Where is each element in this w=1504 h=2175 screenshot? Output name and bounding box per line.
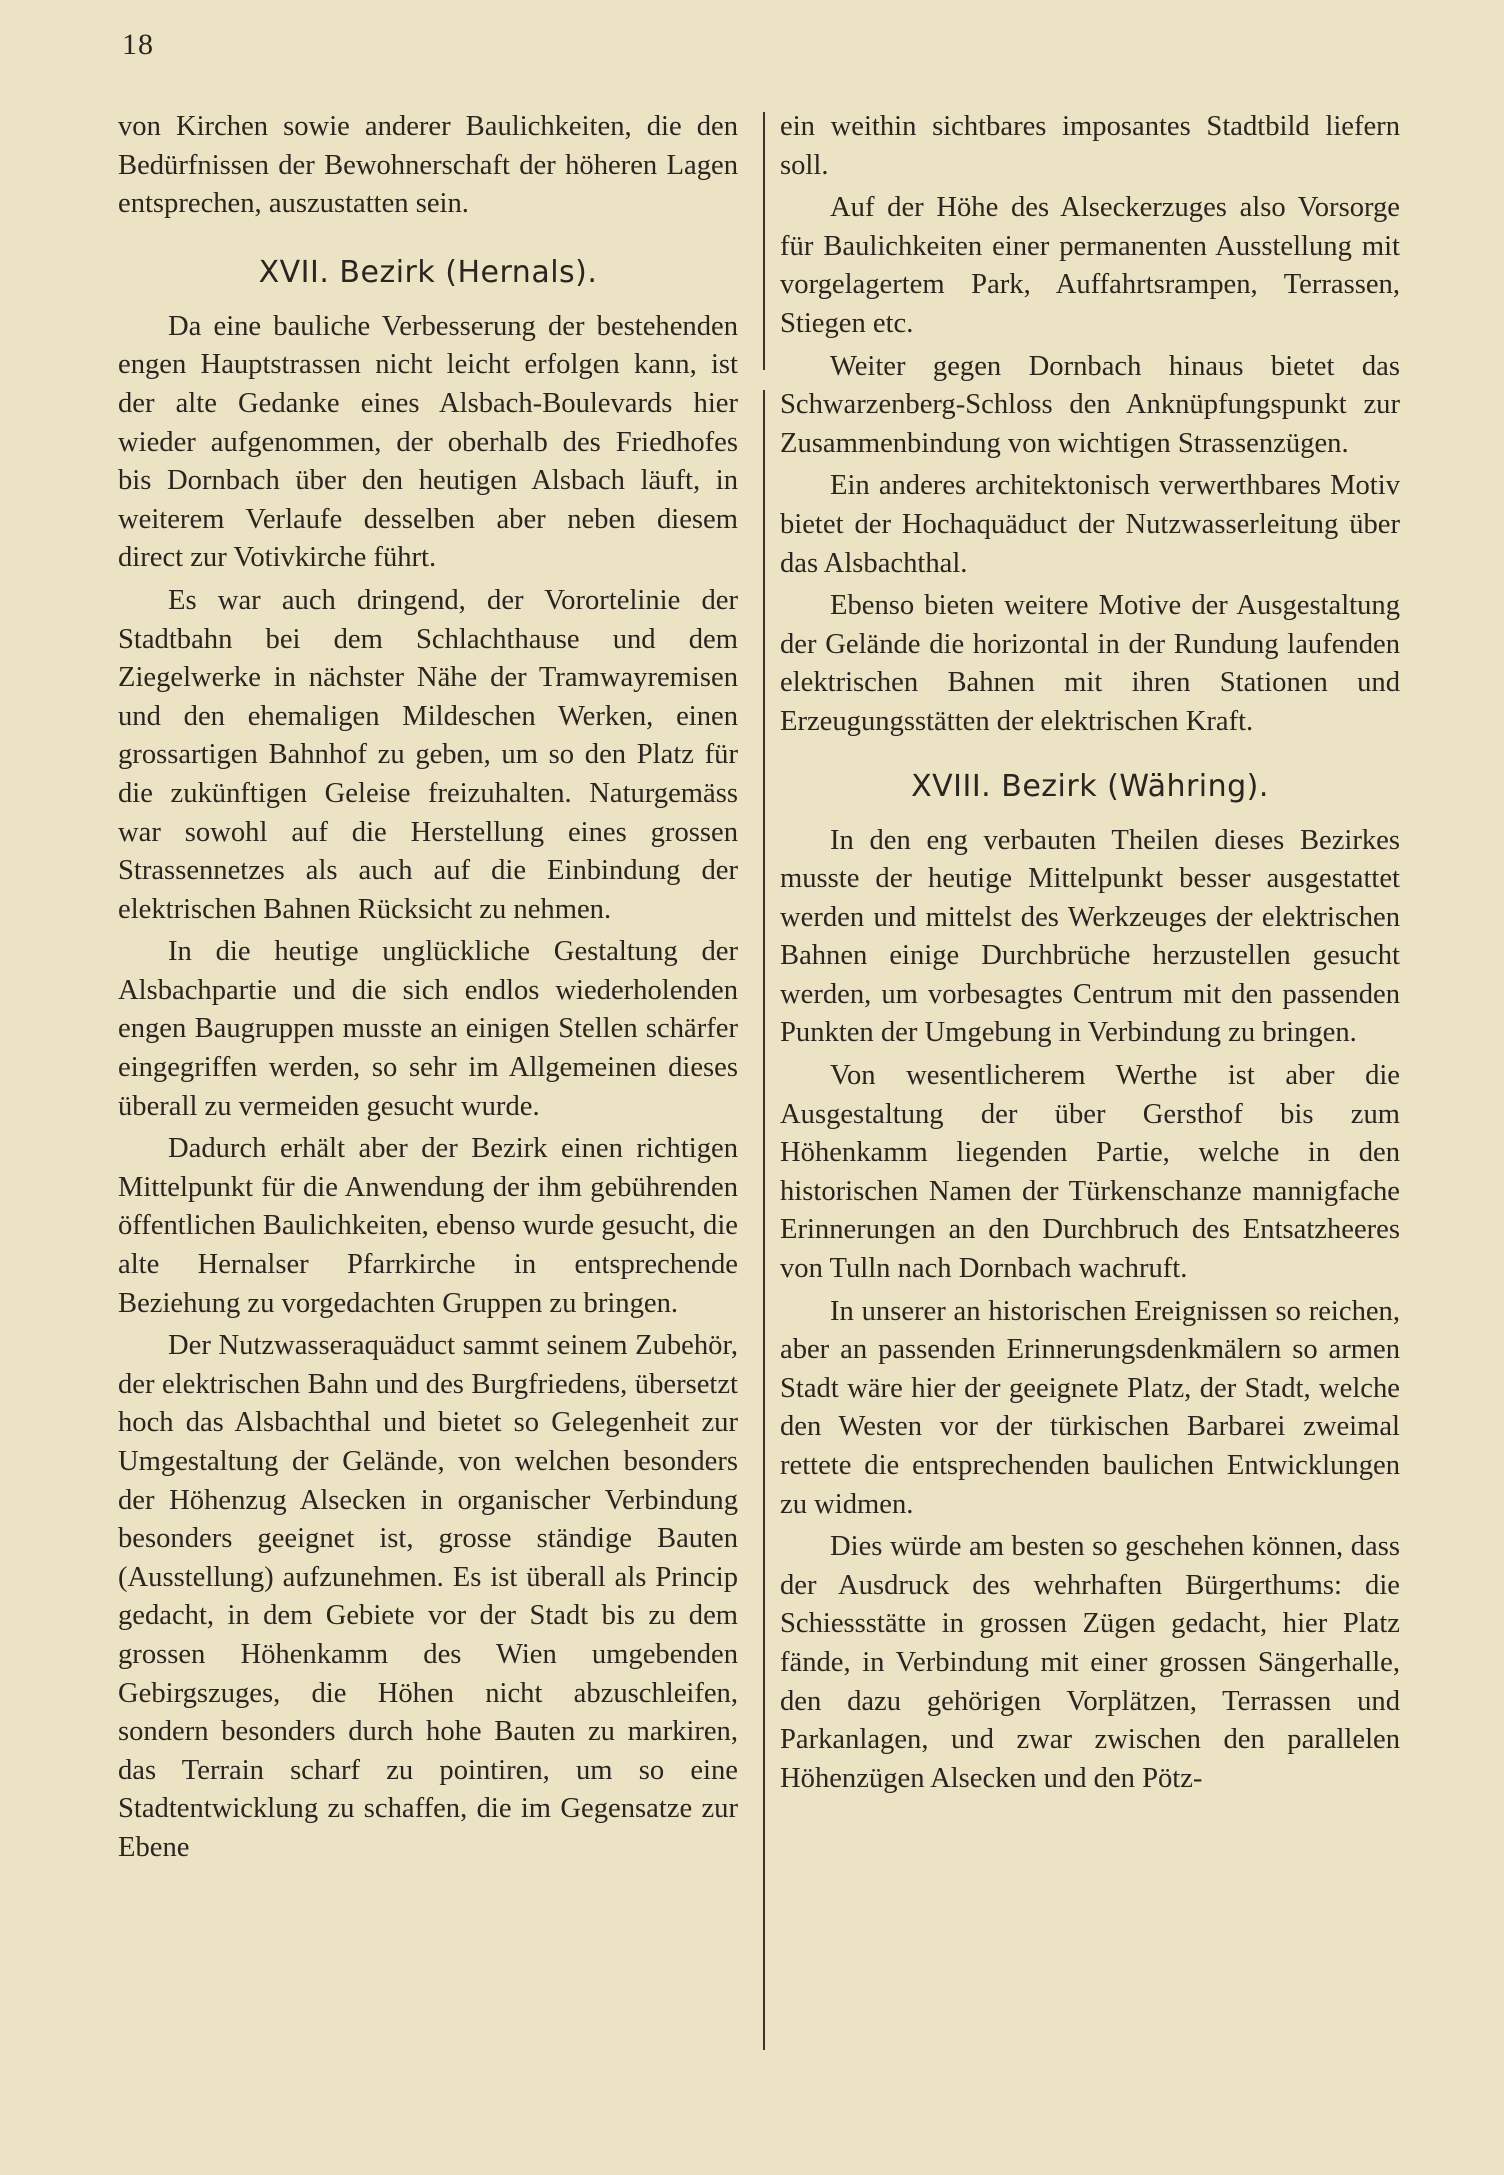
paragraph: Ebenso bieten weitere Motive der Ausgestaltung der Gelände die horizontal in der Rundung laufenden elektrischen Bahnen mit ihren Stationen und Erzeugungsstätten der elektrischen Kraft. <box>780 590 1400 737</box>
left-column <box>118 108 738 1872</box>
paragraph: In die heutige unglückliche Gestaltung der Alsbachpartie und die sich endlos wiederholenden engen Baugruppen musste an einigen Stellen schärfer eingegriffen werden, so sehr im Allgemeinen dieses überall zu vermeiden gesucht wurde. <box>118 936 738 1122</box>
page-number: 18 <box>122 28 154 61</box>
right-column <box>780 108 1400 1802</box>
paragraph: Dadurch erhält aber der Bezirk einen richtigen Mittelpunkt für die Anwendung der ihm gebührenden öffentlichen Baulichkeiten, ebenso wurde gesucht, die alte Hernalser Pfarrkirche in entsprechende Beziehung zu vorgedachten Gruppen zu bringen. <box>118 1133 738 1319</box>
paragraph-continuation: ein weithin sichtbares imposantes Stadtbild liefern soll. <box>780 111 1400 181</box>
column-divider-top <box>763 112 765 370</box>
paragraph: Da eine bauliche Verbesserung der bestehenden engen Hauptstrassen nicht leicht erfolgen kann, ist der alte Gedanke eines Alsbach-Boulevards hier wieder aufgenommen, der oberhalb des Friedhofes bis Dornbach über den heutigen Alsbach läuft, in weiterem Verlaufe desselben aber neben diesem direct zur Votivkirche führt. <box>118 310 738 574</box>
paragraph: Auf der Höhe des Alseckerzuges also Vorsorge für Baulichkeiten einer permanenten Ausstellung mit vorgelagertem Park, Auffahrtsrampen, Terrassen, Stiegen etc. <box>780 192 1400 339</box>
paragraph: Der Nutzwasseraquäduct sammt seinem Zubehör, der elektrischen Bahn und des Burgfriedens, übersetzt hoch das Alsbachthal und bietet so Gelegenheit zur Umgestaltung der Gelände, von welchen besonders der Höhenzug Alsecken in organischer Verbindung besonders geeignet ist, grosse ständige Bauten (Ausstellung) aufzunehmen. Es ist überall als Princip gedacht, in dem Gebiete vor der Stadt bis zu dem grossen Höhenkamm des Wien umgebenden Gebirgszuges, die Höhen nicht abzuschleifen, sondern besonders durch hohe Bauten zu markiren, das Terrain scharf zu pointiren, um so eine Stadtentwicklung zu schaffen, die im Gegensatze zur Ebene <box>118 1330 738 1863</box>
paragraph: Weiter gegen Dornbach hinaus bietet das Schwarzenberg-Schloss den Anknüpfungspunkt zur Zusammenbindung von wichtigen Strassenzügen. <box>780 350 1400 459</box>
column-divider <box>763 390 765 2050</box>
paragraph-continuation: von Kirchen sowie anderer Baulichkeiten, die den Bedürfnissen der Bewohnerschaft der höheren Lagen entsprechen, auszustatten sein. <box>118 111 738 220</box>
paragraph: In den eng verbauten Theilen dieses Bezirkes musste der heutige Mittelpunkt besser ausgestattet werden und mittelst des Werkzeuges der elektrischen Bahnen einige Durchbrüche herzustellen gesucht werden, um vorbesagtes Centrum mit den passenden Punkten der Umgebung in Verbindung zu bringen. <box>780 824 1400 1049</box>
paragraph: Von wesentlicherem Werthe ist aber die Ausgestaltung der über Gersthof bis zum Höhenkamm liegenden Partie, welche in den historischen Namen der Türkenschanze mannigfache Erinnerungen an den Durchbruch des Entsatzheeres von Tulln nach Dornbach wachruft. <box>780 1060 1400 1285</box>
paragraph: Dies würde am besten so geschehen können, dass der Ausdruck des wehrhaften Bürgerthums: die Schiessstätte in grossen Zügen gedacht, hier Platz fände, in Verbindung mit einer grossen Sängerhalle, den dazu gehörigen Vorplätzen, Terrassen und Parkanlagen, und zwar zwischen den parallelen Höhenzügen Alsecken und den Pötz- <box>780 1531 1400 1794</box>
section-heading-xviii: XVIII. Bezirk (Währing). <box>911 768 1269 804</box>
paragraph: Es war auch dringend, der Vorortelinie der Stadtbahn bei dem Schlachthause und dem Ziegelwerke in nächster Nähe der Tramwayremisen und den ehemaligen Mildeschen Werken, einen grossartigen Bahnhof zu geben, um so den Platz für die zukünftigen Geleise freizuhalten. Naturgemäss war sowohl auf die Herstellung eines grossen Strassennetzes als auch auf die Einbindung der elektrischen Bahnen Rücksicht zu nehmen. <box>118 584 738 925</box>
paragraph: Ein anderes architektonisch verwerthbares Motiv bietet der Hochaquäduct der Nutzwasserleitung über das Alsbachthal. <box>780 470 1400 579</box>
section-heading-xvii: XVII. Bezirk (Hernals). <box>258 254 598 290</box>
paragraph: In unserer an historischen Ereignissen so reichen, aber an passenden Erinnerungsdenkmälern so armen Stadt wäre hier der geeignete Platz, der Stadt, welche den Westen vor der türkischen Barbarei zweimal rettete die entsprechenden baulichen Entwicklungen zu widmen. <box>780 1295 1400 1520</box>
